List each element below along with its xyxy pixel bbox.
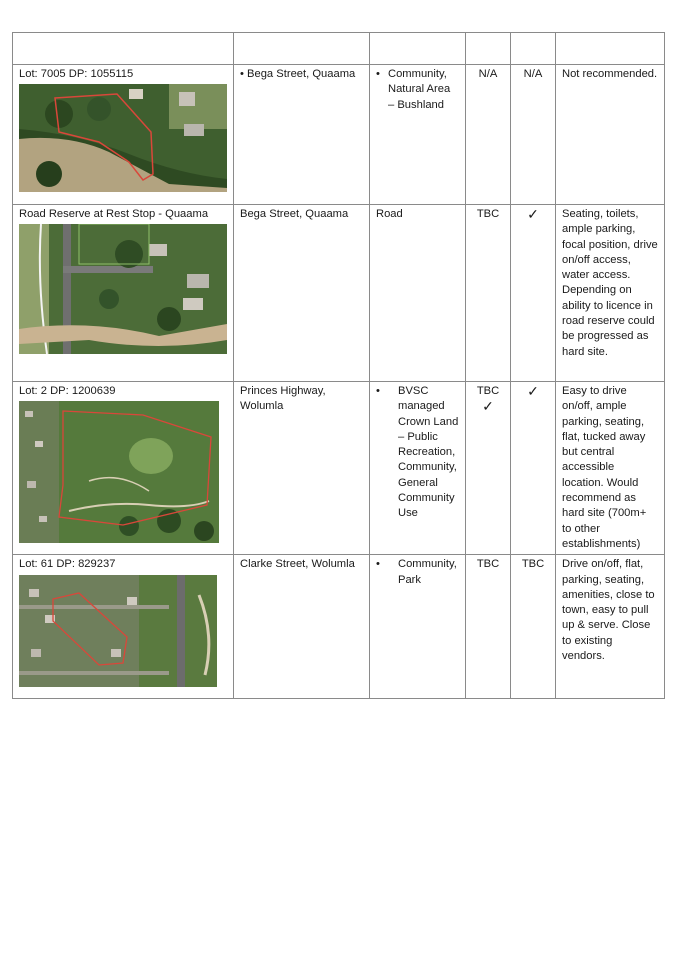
site-cell bbox=[13, 65, 234, 205]
aerial-photo bbox=[19, 575, 217, 687]
site-cell bbox=[13, 555, 234, 699]
address-text: Clarke Street, Wolumla bbox=[240, 558, 355, 571]
header-cell bbox=[234, 33, 370, 65]
notes-cell bbox=[556, 555, 665, 699]
table-row bbox=[13, 382, 665, 555]
col5-cell bbox=[511, 65, 556, 205]
site-table bbox=[12, 32, 665, 699]
address-text: Bega Street, Quaama bbox=[240, 208, 349, 220]
use-text: BVSC managed Crown Land – Public Recreation, Community, General Community Use bbox=[398, 385, 459, 520]
table-row bbox=[13, 65, 665, 205]
table-row bbox=[13, 205, 665, 382]
check-icon: ✓ bbox=[527, 206, 539, 222]
col4-value: N/A bbox=[478, 68, 498, 80]
table-row bbox=[13, 555, 665, 699]
use-text: Community, Natural Area – Bushland bbox=[388, 68, 451, 111]
col4-value: TBC bbox=[476, 558, 500, 571]
bullet-icon: • bbox=[376, 68, 380, 80]
bullet-icon: • bbox=[376, 385, 380, 397]
col4-value: TBC bbox=[476, 385, 500, 397]
check-icon: ✓ bbox=[482, 398, 494, 415]
col5-value: TBC bbox=[521, 558, 545, 571]
notes-cell bbox=[556, 205, 665, 382]
lot-label: Lot: 7005 DP: 1055115 bbox=[19, 68, 134, 80]
aerial-photo bbox=[19, 224, 227, 354]
site-cell bbox=[13, 205, 234, 382]
address-cell bbox=[234, 555, 370, 699]
use-cell bbox=[370, 65, 466, 205]
lot-label: Road Reserve at Rest Stop - Quaama bbox=[19, 208, 209, 220]
col4-cell bbox=[466, 65, 511, 205]
bullet-icon: • bbox=[376, 558, 380, 571]
header-cell bbox=[13, 33, 234, 65]
use-cell bbox=[370, 382, 466, 555]
notes-text: Easy to drive on/off, ample parking, seating, flat, tucked away but central accessible location. Would recommend as hard site (700m+ to other establishments) bbox=[562, 385, 647, 550]
lot-label: Lot: 2 DP: 1200639 bbox=[19, 385, 116, 397]
notes-cell bbox=[556, 382, 665, 555]
header-cell bbox=[370, 33, 466, 65]
address-cell bbox=[234, 65, 370, 205]
notes-text: Seating, toilets, ample parking, focal position, drive on/off access, water access. Depending on ability to licence in road reserve could be progressed as hard site. bbox=[562, 208, 658, 358]
address-cell bbox=[234, 382, 370, 555]
use-text: Community, Park bbox=[398, 558, 457, 586]
lot-label: Lot: 61 DP: 829237 bbox=[19, 558, 116, 571]
notes-text: Not recommended. bbox=[562, 68, 658, 80]
address-text: Princes Highway, Wolumla bbox=[240, 385, 326, 413]
header-cell bbox=[466, 33, 511, 65]
col5-value: N/A bbox=[523, 68, 543, 80]
table-header-row bbox=[13, 33, 665, 65]
address-cell bbox=[234, 205, 370, 382]
use-text: Road bbox=[376, 208, 403, 220]
notes-text: Drive on/off, flat, parking, seating, amenities, close to town, easy to pull up & serve. Close to existing vendors. bbox=[562, 558, 655, 663]
use-cell bbox=[370, 205, 466, 382]
col4-cell bbox=[466, 382, 511, 555]
col5-cell bbox=[511, 382, 556, 555]
col4-value: TBC bbox=[476, 208, 500, 220]
col5-cell bbox=[511, 205, 556, 382]
site-cell bbox=[13, 382, 234, 555]
aerial-photo bbox=[19, 401, 219, 543]
aerial-photo bbox=[19, 84, 227, 192]
col4-cell bbox=[466, 205, 511, 382]
col4-cell bbox=[466, 555, 511, 699]
address-text: • Bega Street, Quaama bbox=[240, 68, 355, 80]
check-icon: ✓ bbox=[527, 383, 539, 399]
col5-cell bbox=[511, 555, 556, 699]
use-cell bbox=[370, 555, 466, 699]
header-cell bbox=[511, 33, 556, 65]
notes-cell bbox=[556, 65, 665, 205]
header-cell bbox=[556, 33, 665, 65]
